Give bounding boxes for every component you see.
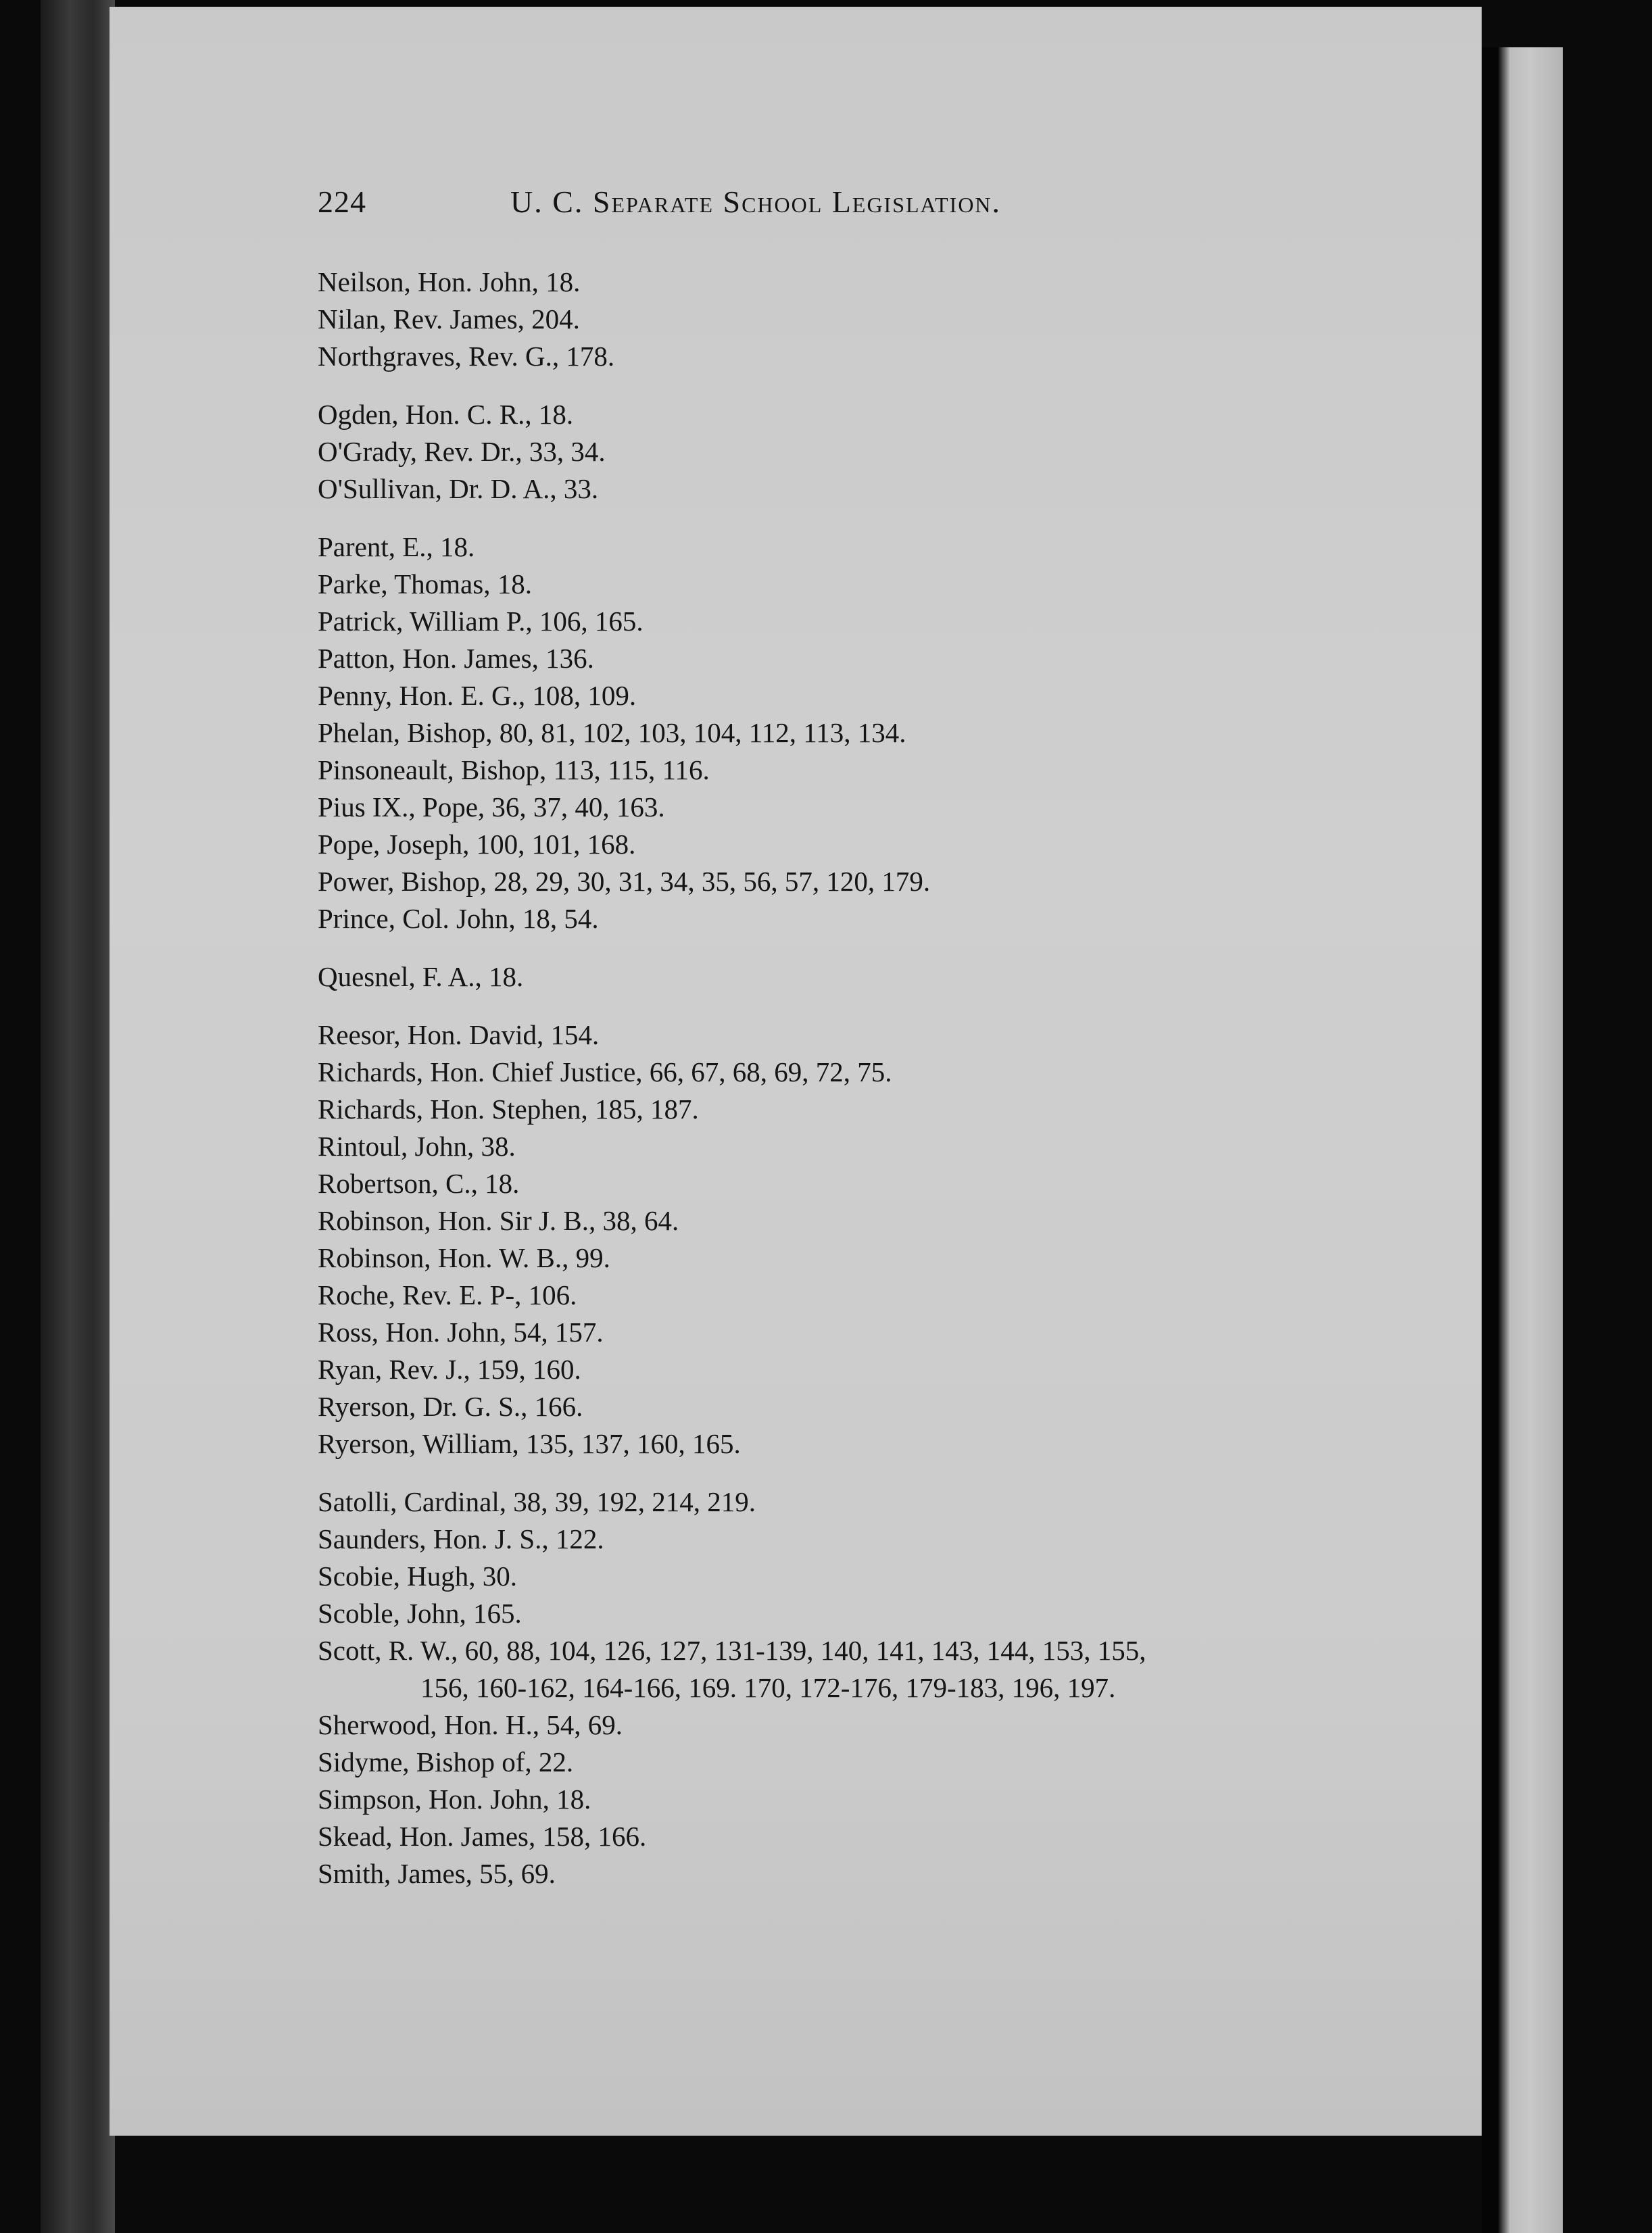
index-group [318, 529, 1467, 937]
index-entry: Richards, Hon. Chief Justice, 66, 67, 68, 69, 72, 75. [318, 1056, 892, 1087]
index-entry: Nilan, Rev. James, 204. [318, 303, 580, 335]
index-entry: Scoble, John, 165. [318, 1598, 522, 1629]
index-group [318, 264, 1467, 375]
book-spine [41, 0, 115, 2233]
index-entry: Parke, Thomas, 18. [318, 568, 532, 599]
index-entry: Northgraves, Rev. G., 178. [318, 341, 615, 372]
index-group [318, 1483, 1467, 1892]
index-entry: Patton, Hon. James, 136. [318, 643, 594, 674]
index-entry: Power, Bishop, 28, 29, 30, 31, 34, 35, 56, 57, 120, 179. [318, 866, 931, 897]
running-header [318, 184, 1467, 238]
index-entry: Skead, Hon. James, 158, 166. [318, 1821, 647, 1852]
index-entry: Robinson, Hon. Sir J. B., 38, 64. [318, 1205, 679, 1236]
index-entry: Smith, James, 55, 69. [318, 1858, 556, 1889]
index-entry: Ryan, Rev. J., 159, 160. [318, 1354, 581, 1385]
index-entry: Richards, Hon. Stephen, 185, 187. [318, 1094, 699, 1125]
index-entry: Sherwood, Hon. H., 54, 69. [318, 1709, 623, 1740]
index-entry: Scobie, Hugh, 30. [318, 1561, 517, 1592]
index-entry-continuation: 156, 160-162, 164-166, 169. 170, 172-176, 179-183, 196, 197. [420, 1672, 1116, 1703]
index-entry: Ryerson, Dr. G. S., 166. [318, 1391, 583, 1422]
index-entry: Pius IX., Pope, 36, 37, 40, 163. [318, 791, 665, 823]
index-entry: Pinsoneault, Bishop, 113, 115, 116. [318, 754, 710, 785]
index-entry: Ross, Hon. John, 54, 157. [318, 1317, 604, 1348]
index-group [318, 1016, 1467, 1463]
index-entry: Robertson, C., 18. [318, 1168, 520, 1199]
index-entry: Penny, Hon. E. G., 108, 109. [318, 680, 637, 711]
index-entry: Parent, E., 18. [318, 531, 475, 562]
index-entry: O'Sullivan, Dr. D. A., 33. [318, 473, 599, 504]
running-title: U. C. Separate School Legislation. [510, 185, 1002, 219]
index-entry: Neilson, Hon. John, 18. [318, 266, 581, 297]
index-entry: Simpson, Hon. John, 18. [318, 1784, 591, 1815]
index-entry: Phelan, Bishop, 80, 81, 102, 103, 104, 112, 113, 134. [318, 717, 906, 748]
index-entry: Reesor, Hon. David, 154. [318, 1019, 600, 1050]
index-entry: Sidyme, Bishop of, 22. [318, 1746, 574, 1777]
index-entries [318, 264, 1467, 1913]
index-group [318, 958, 1467, 996]
index-entry: Saunders, Hon. J. S., 122. [318, 1523, 604, 1554]
page-number: 224 [318, 185, 366, 219]
facing-page-edge [1482, 47, 1563, 2233]
index-entry: Patrick, William P., 106, 165. [318, 606, 643, 637]
scan-background [1563, 0, 1652, 2233]
index-entry: Ryerson, William, 135, 137, 160, 165. [318, 1428, 741, 1459]
index-group [318, 396, 1467, 508]
index-entry: Ogden, Hon. C. R., 18. [318, 399, 574, 430]
index-entry: O'Grady, Rev. Dr., 33, 34. [318, 436, 606, 467]
index-entry: Prince, Col. John, 18, 54. [318, 903, 599, 934]
index-entry: Quesnel, F. A., 18. [318, 961, 524, 992]
index-entry: Roche, Rev. E. P-, 106. [318, 1279, 577, 1310]
index-entry: Scott, R. W., 60, 88, 104, 126, 127, 131-139, 140, 141, 143, 144, 153, 155, [318, 1635, 1146, 1666]
index-entry: Robinson, Hon. W. B., 99. [318, 1242, 610, 1273]
index-entry: Rintoul, John, 38. [318, 1131, 516, 1162]
index-entry: Pope, Joseph, 100, 101, 168. [318, 829, 636, 860]
index-entry: Satolli, Cardinal, 38, 39, 192, 214, 219. [318, 1486, 756, 1517]
